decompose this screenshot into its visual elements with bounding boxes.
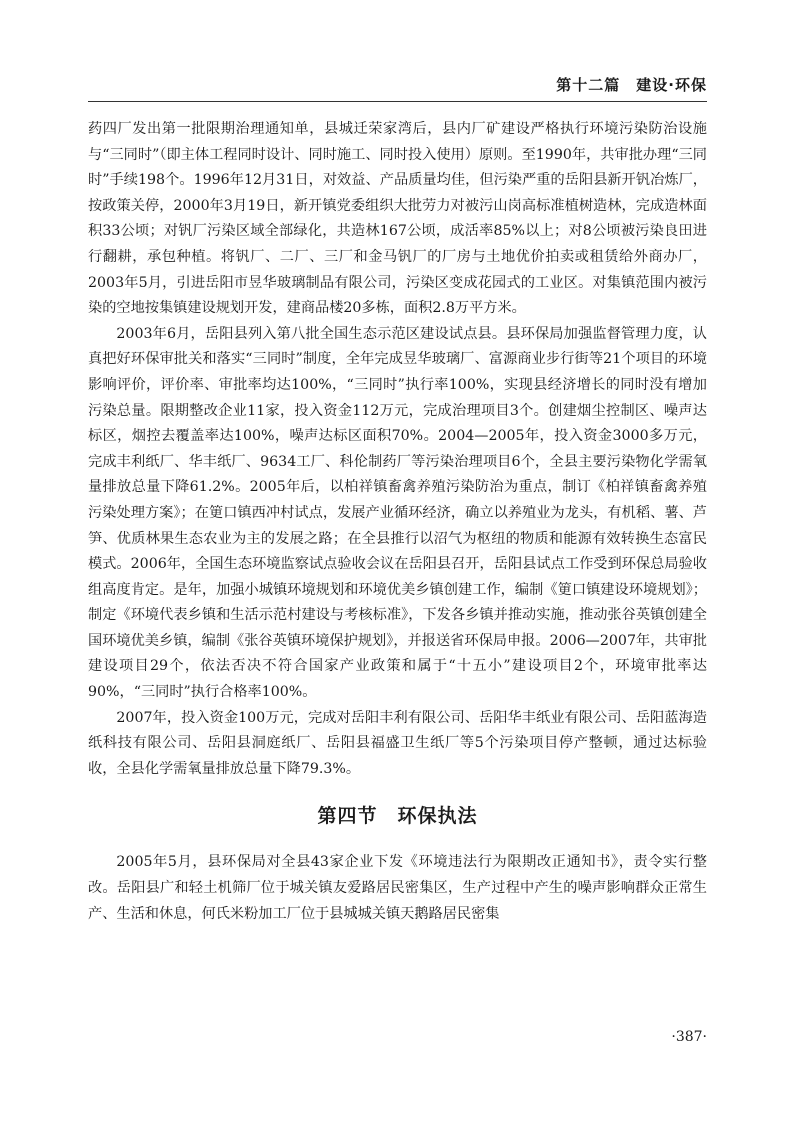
running-header: 第十二篇 建设·环保 [556,76,707,94]
paragraph: 2003年6月，岳阳县列入第八批全国生态示范区建设试点县。县环保局加强监督管理力度，认真把好环保审批关和落实“三同时”制度，全年完成昱华玻璃厂、富源商业步行街等21个项目的环境影响评价，评价率、审批率均达100%，“三同时”执行率100%，实现县经济增长的同时没有增加污染总量。限期整改企业11家，投入资金112万元，完成治理项目3个。创建烟尘控制区、噪声达标区，烟控去覆盖率达100%，噪声达标区面积70%。2004—2005年，投入资金3000多万元，完成丰利纸厂、华丰纸厂、9634工厂、科伦制药厂等污染治理项目6个，全县主要污染物化学需氧量排放总量下降61.2%。2005年后，以柏祥镇畜禽养殖污染防治为重点，制订《柏祥镇畜禽养殖污染处理方案》；在筻口镇西冲村试点，发展产业循环经济，确立以养殖业为龙头，有机稻、薯、芦笋、优质林果生态农业为主的发展之路；在全县推行以沼气为枢纽的物质和能源有效转换生态富民模式。2006年，全国生态环境监察试点验收会议在岳阳县召开，岳阳县试点工作受到环保总局验收组高度肯定。是年，加强小城镇环境规划和环境优美乡镇创建工作，编制《筻口镇建设环境规划》；制定《环境代表乡镇和生活示范村建设与考核标准》，下发各乡镇并推动实施，推动张谷英镇创建全国环境优美乡镇，编制《张谷英镇环境保护规划》，并报送省环保局申报。2006—2007年，共审批建设项目29个，依法否决不符合国家产业政策和属于“十五小”建设项目2个，环境审批率达90%，“三同时”执行合格率100%。 [88,325,707,701]
header-rule [88,101,707,102]
page-number: ·387· [671,1029,707,1045]
paragraph: 2007年，投入资金100万元，完成对岳阳丰利有限公司、岳阳华丰纸业有限公司、岳阳蓝海造纸科技有限公司、岳阳县洞庭纸厂、岳阳县福盛卫生纸厂等5个污染项目停产整顿，通过达标验收，全县化学需氧量排放总量下降79.3%。 [88,709,707,777]
section-heading: 第四节 环保执法 [317,805,478,828]
paragraph-continued: 药四厂发出第一批限期治理通知单，县城迁荣家湾后，县内厂矿建设严格执行环境污染防治设施与“三同时”（即主体工程同时设计、同时施工、同时投入使用）原则。至1990年，共审批办理“三同时”手续198个。1996年12月31日，对效益、产品质量均佳，但污染严重的岳阳县新开钒冶炼厂，按政策关停，2000年3月19日，新开镇党委组织大批劳力对被污山岗高标准植树造林，完成造林面积33公顷；对钒厂污染区域全部绿化，共造林167公顷，成活率85%以上；对8公顷被污染良田进行翻耕，承包种植。将钒厂、二厂、三厂和金马钒厂的厂房与土地优价拍卖或租赁给外商办厂，2003年5月，引进岳阳市昱华玻璃制品有限公司，污染区变成花园式的工业区。对集镇范围内被污染的空地按集镇建设规划开发，建商品楼20多栋，面积2.8万平方米。 [88,121,707,317]
paragraph: 2005年5月，县环保局对全县43家企业下发《环境违法行为限期改正通知书》，责令实行整改。岳阳县广和轻土机筛厂位于城关镇友爱路居民密集区，生产过程中产生的噪声影响群众正常生产、生活和休息，何氏米粉加工厂位于县城城关镇天鹅路居民密集 [88,854,707,922]
body-text [88,117,707,927]
